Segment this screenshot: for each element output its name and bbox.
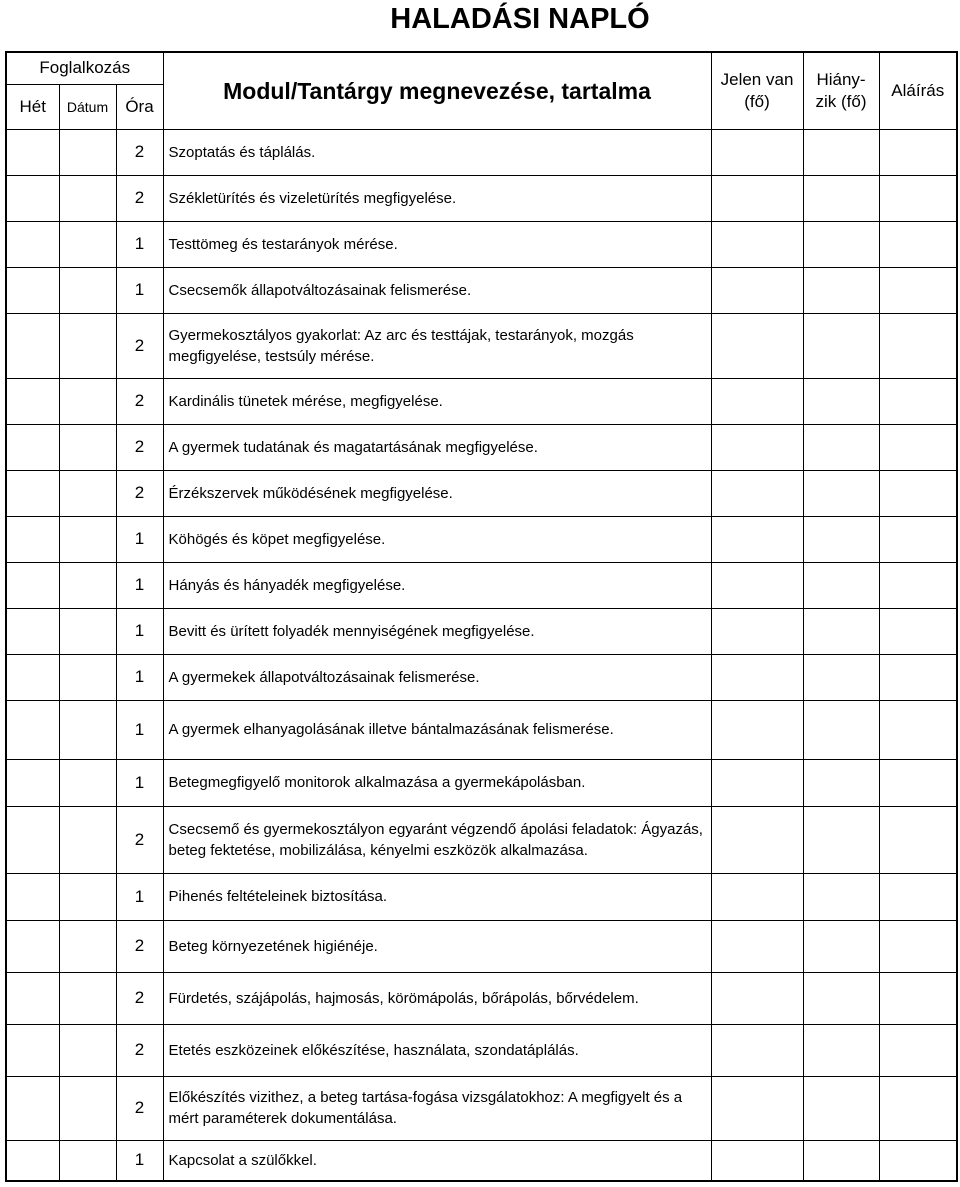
header-modul: Modul/Tantárgy megnevezése, tartalma xyxy=(163,52,711,129)
header-datum: Dátum xyxy=(59,84,116,129)
jelen-van-cell[interactable] xyxy=(711,700,803,759)
alairas-cell[interactable] xyxy=(879,1076,957,1140)
datum-cell[interactable] xyxy=(59,313,116,378)
hianyzik-cell[interactable] xyxy=(803,1024,879,1076)
het-cell[interactable] xyxy=(6,700,59,759)
ora-cell: 2 xyxy=(116,920,163,972)
alairas-cell[interactable] xyxy=(879,175,957,221)
het-cell[interactable] xyxy=(6,1024,59,1076)
table-row xyxy=(6,221,957,267)
ora-cell: 2 xyxy=(116,175,163,221)
jelen-van-cell[interactable] xyxy=(711,267,803,313)
ora-cell: 2 xyxy=(116,1076,163,1140)
datum-cell[interactable] xyxy=(59,129,116,175)
table-row xyxy=(6,1076,957,1140)
datum-cell[interactable] xyxy=(59,873,116,920)
topic-cell: Kapcsolat a szülőkkel. xyxy=(163,1140,711,1181)
jelen-van-cell[interactable] xyxy=(711,562,803,608)
hianyzik-cell[interactable] xyxy=(803,806,879,873)
jelen-van-cell[interactable] xyxy=(711,129,803,175)
ora-cell: 2 xyxy=(116,313,163,378)
ora-cell: 2 xyxy=(116,1024,163,1076)
hianyzik-cell[interactable] xyxy=(803,972,879,1024)
datum-cell[interactable] xyxy=(59,654,116,700)
topic-cell: Beteg környezetének higiénéje. xyxy=(163,920,711,972)
hianyzik-cell[interactable] xyxy=(803,1076,879,1140)
jelen-van-cell[interactable] xyxy=(711,608,803,654)
alairas-cell[interactable] xyxy=(879,516,957,562)
topic-cell: Csecsemő és gyermekosztályon egyaránt végzendő ápolási feladatok: Ágyazás, beteg fektetése, mobilizálása, kényelmi eszközök alkalmazása. xyxy=(163,806,711,873)
hianyzik-cell[interactable] xyxy=(803,1140,879,1181)
datum-cell[interactable] xyxy=(59,920,116,972)
header-alairas: Aláírás xyxy=(879,52,957,129)
datum-cell[interactable] xyxy=(59,221,116,267)
header-jelen-van-line2: (fő) xyxy=(744,91,770,111)
topic-cell: Fürdetés, szájápolás, hajmosás, körömápolás, bőrápolás, bőrvédelem. xyxy=(163,972,711,1024)
table-row xyxy=(6,267,957,313)
het-cell[interactable] xyxy=(6,470,59,516)
hianyzik-cell[interactable] xyxy=(803,759,879,806)
alairas-cell[interactable] xyxy=(879,873,957,920)
alairas-cell[interactable] xyxy=(879,806,957,873)
datum-cell[interactable] xyxy=(59,759,116,806)
datum-cell[interactable] xyxy=(59,424,116,470)
alairas-cell[interactable] xyxy=(879,608,957,654)
table-row xyxy=(6,175,957,221)
ora-cell: 2 xyxy=(116,378,163,424)
het-cell[interactable] xyxy=(6,516,59,562)
topic-cell: Köhögés és köpet megfigyelése. xyxy=(163,516,711,562)
jelen-van-cell[interactable] xyxy=(711,424,803,470)
table-row xyxy=(6,378,957,424)
topic-cell: Érzékszervek működésének megfigyelése. xyxy=(163,470,711,516)
datum-cell[interactable] xyxy=(59,562,116,608)
hianyzik-cell[interactable] xyxy=(803,267,879,313)
topic-cell: Csecsemők állapotváltozásainak felismerése. xyxy=(163,267,711,313)
header-jelen-van-line1: Jelen van xyxy=(720,69,794,89)
alairas-cell[interactable] xyxy=(879,562,957,608)
header-foglalkozas: Foglalkozás xyxy=(6,52,163,84)
table-row xyxy=(6,972,957,1024)
hianyzik-cell[interactable] xyxy=(803,221,879,267)
datum-cell[interactable] xyxy=(59,470,116,516)
jelen-van-cell[interactable] xyxy=(711,516,803,562)
table-row xyxy=(6,608,957,654)
jelen-van-cell[interactable] xyxy=(711,1140,803,1181)
alairas-cell[interactable] xyxy=(879,1024,957,1076)
table-row xyxy=(6,806,957,873)
header-jelen-van xyxy=(711,52,803,129)
topic-cell: Előkészítés vizithez, a beteg tartása-fogása vizsgálatokhoz: A megfigyelt és a mért paraméterek dokumentálása. xyxy=(163,1076,711,1140)
hianyzik-cell[interactable] xyxy=(803,654,879,700)
header-row-top xyxy=(6,52,957,84)
ora-cell: 1 xyxy=(116,516,163,562)
topic-cell: A gyermek tudatának és magatartásának megfigyelése. xyxy=(163,424,711,470)
header-hianyzik xyxy=(803,52,879,129)
table-row xyxy=(6,1024,957,1076)
header-hianyzik-line1: Hiány- xyxy=(816,69,866,89)
het-cell[interactable] xyxy=(6,608,59,654)
het-cell[interactable] xyxy=(6,313,59,378)
topic-cell: Gyermekosztályos gyakorlat: Az arc és testtájak, testarányok, mozgás megfigyelése, testsúly mérése. xyxy=(163,313,711,378)
het-cell[interactable] xyxy=(6,920,59,972)
hianyzik-cell[interactable] xyxy=(803,313,879,378)
alairas-cell[interactable] xyxy=(879,378,957,424)
ora-cell: 1 xyxy=(116,759,163,806)
hianyzik-cell[interactable] xyxy=(803,175,879,221)
het-cell[interactable] xyxy=(6,424,59,470)
jelen-van-cell[interactable] xyxy=(711,759,803,806)
hianyzik-cell[interactable] xyxy=(803,873,879,920)
hianyzik-cell[interactable] xyxy=(803,562,879,608)
het-cell[interactable] xyxy=(6,129,59,175)
table-row xyxy=(6,654,957,700)
het-cell[interactable] xyxy=(6,873,59,920)
ora-cell: 1 xyxy=(116,654,163,700)
het-cell[interactable] xyxy=(6,1140,59,1181)
table-row xyxy=(6,920,957,972)
alairas-cell[interactable] xyxy=(879,129,957,175)
table-row xyxy=(6,700,957,759)
ora-cell: 2 xyxy=(116,424,163,470)
progress-log-table xyxy=(5,51,958,1182)
het-cell[interactable] xyxy=(6,267,59,313)
het-cell[interactable] xyxy=(6,654,59,700)
jelen-van-cell[interactable] xyxy=(711,654,803,700)
topic-cell: Pihenés feltételeinek biztosítása. xyxy=(163,873,711,920)
jelen-van-cell[interactable] xyxy=(711,920,803,972)
table-row xyxy=(6,424,957,470)
hianyzik-cell[interactable] xyxy=(803,129,879,175)
alairas-cell[interactable] xyxy=(879,221,957,267)
het-cell[interactable] xyxy=(6,562,59,608)
hianyzik-cell[interactable] xyxy=(803,378,879,424)
ora-cell: 1 xyxy=(116,562,163,608)
jelen-van-cell[interactable] xyxy=(711,470,803,516)
datum-cell[interactable] xyxy=(59,1076,116,1140)
jelen-van-cell[interactable] xyxy=(711,1024,803,1076)
ora-cell: 1 xyxy=(116,221,163,267)
table-row xyxy=(6,873,957,920)
log-rows xyxy=(6,129,957,1181)
het-cell[interactable] xyxy=(6,972,59,1024)
topic-cell: Betegmegfigyelő monitorok alkalmazása a gyermekápolásban. xyxy=(163,759,711,806)
topic-cell: Etetés eszközeinek előkészítése, használata, szondatáplálás. xyxy=(163,1024,711,1076)
alairas-cell[interactable] xyxy=(879,759,957,806)
topic-cell: Testtömeg és testarányok mérése. xyxy=(163,221,711,267)
alairas-cell[interactable] xyxy=(879,313,957,378)
ora-cell: 1 xyxy=(116,700,163,759)
datum-cell[interactable] xyxy=(59,1140,116,1181)
jelen-van-cell[interactable] xyxy=(711,378,803,424)
datum-cell[interactable] xyxy=(59,700,116,759)
alairas-cell[interactable] xyxy=(879,972,957,1024)
datum-cell[interactable] xyxy=(59,608,116,654)
table-row xyxy=(6,1140,957,1181)
header-ora: Óra xyxy=(116,84,163,129)
topic-cell: Bevitt és ürített folyadék mennyiségének megfigyelése. xyxy=(163,608,711,654)
het-cell[interactable] xyxy=(6,221,59,267)
hianyzik-cell[interactable] xyxy=(803,516,879,562)
datum-cell[interactable] xyxy=(59,267,116,313)
jelen-van-cell[interactable] xyxy=(711,1076,803,1140)
ora-cell: 2 xyxy=(116,972,163,1024)
ora-cell: 1 xyxy=(116,873,163,920)
datum-cell[interactable] xyxy=(59,972,116,1024)
topic-cell: Székletürítés és vizeletürítés megfigyelése. xyxy=(163,175,711,221)
topic-cell: Hányás és hányadék megfigyelése. xyxy=(163,562,711,608)
jelen-van-cell[interactable] xyxy=(711,175,803,221)
ora-cell: 2 xyxy=(116,129,163,175)
datum-cell[interactable] xyxy=(59,378,116,424)
ora-cell: 2 xyxy=(116,470,163,516)
alairas-cell[interactable] xyxy=(879,700,957,759)
ora-cell: 1 xyxy=(116,267,163,313)
hianyzik-cell[interactable] xyxy=(803,424,879,470)
alairas-cell[interactable] xyxy=(879,267,957,313)
het-cell[interactable] xyxy=(6,378,59,424)
table-row xyxy=(6,759,957,806)
header-hianyzik-line2: zik (fő) xyxy=(815,91,867,111)
het-cell[interactable] xyxy=(6,1076,59,1140)
alairas-cell[interactable] xyxy=(879,424,957,470)
table-row xyxy=(6,470,957,516)
het-cell[interactable] xyxy=(6,175,59,221)
hianyzik-cell[interactable] xyxy=(803,608,879,654)
hianyzik-cell[interactable] xyxy=(803,700,879,759)
alairas-cell[interactable] xyxy=(879,920,957,972)
het-cell[interactable] xyxy=(6,806,59,873)
ora-cell: 1 xyxy=(116,1140,163,1181)
ora-cell: 2 xyxy=(116,806,163,873)
datum-cell[interactable] xyxy=(59,516,116,562)
het-cell[interactable] xyxy=(6,759,59,806)
table-row xyxy=(6,516,957,562)
datum-cell[interactable] xyxy=(59,1024,116,1076)
ora-cell: 1 xyxy=(116,608,163,654)
alairas-cell[interactable] xyxy=(879,470,957,516)
topic-cell: Kardinális tünetek mérése, megfigyelése. xyxy=(163,378,711,424)
alairas-cell[interactable] xyxy=(879,654,957,700)
page-title: HALADÁSI NAPLÓ xyxy=(390,3,650,35)
topic-cell: A gyermekek állapotváltozásainak felismerése. xyxy=(163,654,711,700)
datum-cell[interactable] xyxy=(59,175,116,221)
jelen-van-cell[interactable] xyxy=(711,806,803,873)
jelen-van-cell[interactable] xyxy=(711,221,803,267)
alairas-cell[interactable] xyxy=(879,1140,957,1181)
table-row xyxy=(6,313,957,378)
topic-cell: A gyermek elhanyagolásának illetve bántalmazásának felismerése. xyxy=(163,700,711,759)
table-row xyxy=(6,562,957,608)
table-row xyxy=(6,129,957,175)
jelen-van-cell[interactable] xyxy=(711,873,803,920)
jelen-van-cell[interactable] xyxy=(711,972,803,1024)
hianyzik-cell[interactable] xyxy=(803,920,879,972)
jelen-van-cell[interactable] xyxy=(711,313,803,378)
header-het: Hét xyxy=(6,84,59,129)
topic-cell: Szoptatás és táplálás. xyxy=(163,129,711,175)
datum-cell[interactable] xyxy=(59,806,116,873)
hianyzik-cell[interactable] xyxy=(803,470,879,516)
